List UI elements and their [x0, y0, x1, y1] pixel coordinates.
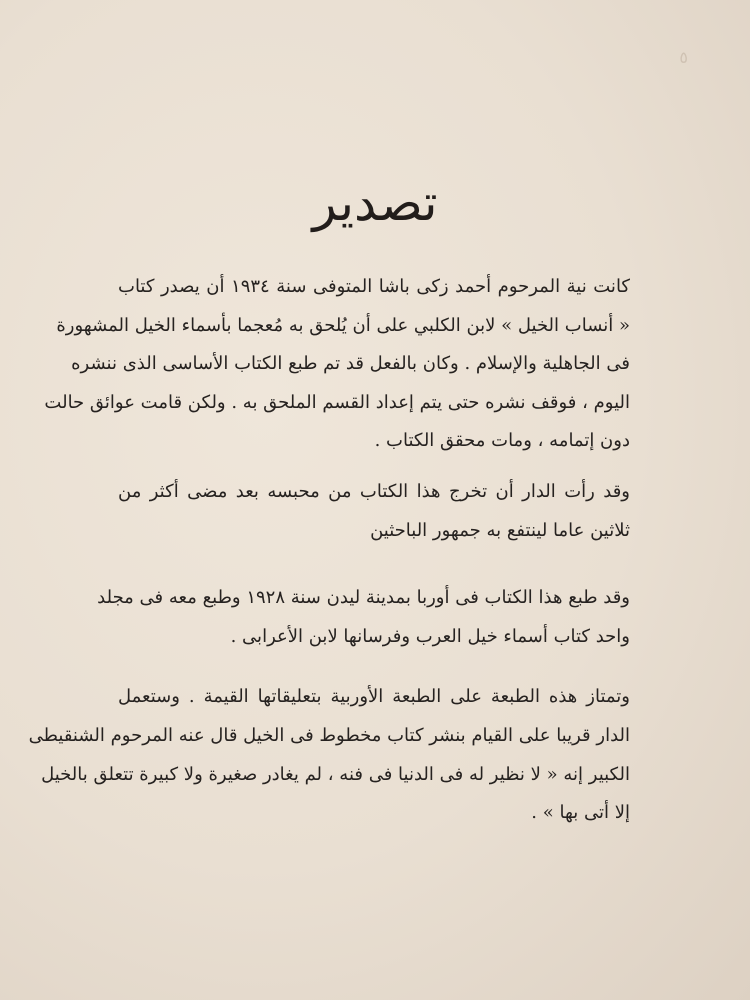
text-line: ثلاثين عاما لينتفع به جمهور الباحثين	[370, 519, 630, 541]
body-text	[28, 268, 630, 833]
text-line: فى الجاهلية والإسلام . وكان بالفعل قد تم طبع الكتاب الأساسى الذى ننشره	[71, 353, 630, 375]
text-line: كانت نية المرحوم أحمد زكى باشا المتوفى سنة ١٩٣٤ أن يصدر كتاب	[118, 276, 630, 297]
paragraph-4	[28, 678, 630, 832]
text-line: واحد كتاب أسماء خيل العرب وفرسانها لابن الأعرابى .	[230, 625, 630, 647]
text-line: اليوم ، فوقف نشره حتى يتم إعداد القسم الملحق به . ولكن قامت عوائق حالت	[44, 391, 630, 413]
text-line: دون إتمامه ، ومات محقق الكتاب .	[374, 430, 630, 452]
paragraph-3	[97, 579, 630, 656]
text-line: الدار قريبا على القيام بنشر كتاب مخطوط فى الخيل قال عنه المرحوم الشنقيطى	[28, 724, 630, 746]
page-number: ٥	[679, 48, 688, 67]
page-title: تصدير	[312, 174, 438, 232]
text-line: إلا أتى بها » .	[531, 802, 630, 824]
text-line: وقد طبع هذا الكتاب فى أوربا بمدينة ليدن سنة ١٩٢٨ وطبع معه فى مجلد	[97, 587, 630, 609]
paragraph-2	[118, 473, 630, 550]
text-line: وتمتاز هذه الطبعة على الطبعة الأوربية بتعليقاتها القيمة . وستعمل	[118, 686, 630, 708]
text-line: الكبير إنه « لا نظير له فى الدنيا فى فنه ، لم يغادر صغيرة ولا كبيرة تتعلق بالخيل	[41, 763, 630, 785]
text-line: « أنساب الخيل » لابن الكلبي على أن يُلحق به مُعجما بأسماء الخيل المشهورة	[56, 314, 630, 336]
paragraph-1	[44, 268, 630, 461]
text-line: وقد رأت الدار أن تخرج هذا الكتاب من محبسه بعد مضى أكثر من	[118, 480, 630, 502]
